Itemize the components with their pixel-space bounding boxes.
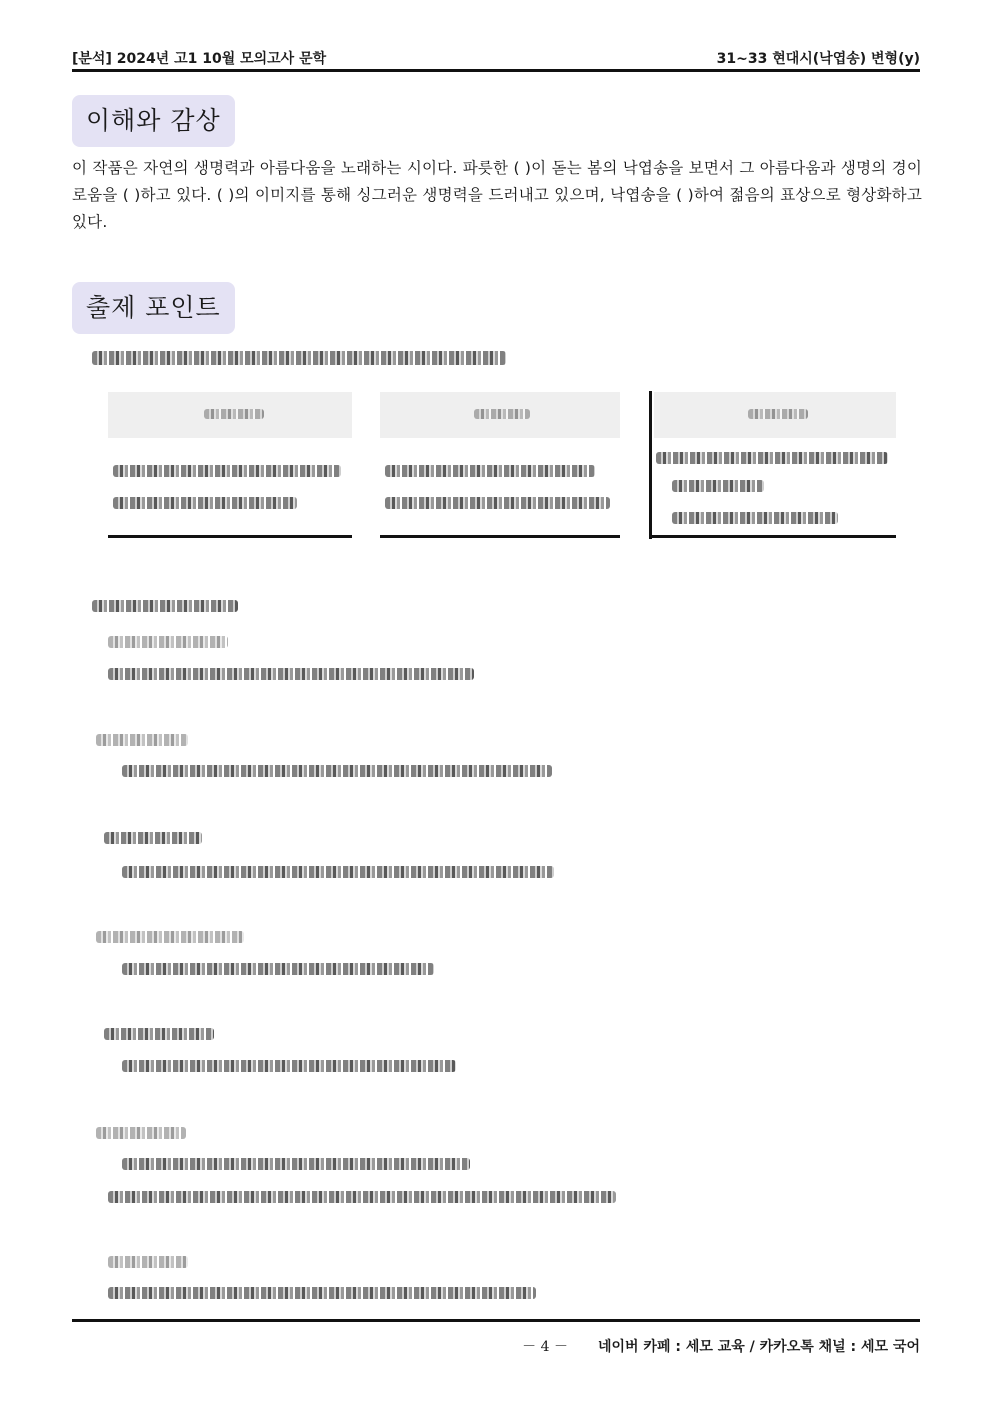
- blurred-item: [96, 931, 244, 943]
- page-number: － 4 －: [522, 1339, 568, 1355]
- blurred-card-line: [385, 465, 595, 477]
- appreciation-heading: 이해와 감상: [72, 95, 235, 147]
- blurred-subheading: [92, 600, 238, 612]
- blurred-item: [108, 1256, 188, 1268]
- blurred-item: [108, 1191, 616, 1203]
- footer-channels: 네이버 카페 : 세모 교육 / 카카오톡 채널 : 세모 국어: [597, 1339, 920, 1355]
- appreciation-text: 이 작품은 자연의 생명력과 아름다움을 노래하는 시이다. 파릇한 ( )이 돋는 봄의 낙엽송을 보면서 그 아름다움과 생명의 경이로움을 ( )하고 있다. ( )의 이미지를 통해 싱그러운 생명력을 드러내고 있으며, 낙엽송을 ( )하여 젊음의 표상으로 형상화하고 있다.: [72, 159, 922, 231]
- card-head-2: [380, 392, 620, 438]
- card-rule-2: [380, 535, 620, 538]
- card-head-1: [108, 392, 352, 438]
- blurred-card-title: [204, 409, 264, 419]
- blurred-card-title: [474, 409, 530, 419]
- blurred-item: [104, 832, 202, 844]
- header-right: 31~33 현대시(낙엽송) 변형(y): [716, 51, 920, 67]
- blurred-item: [96, 1127, 186, 1139]
- blurred-card-line: [113, 497, 297, 509]
- blurred-item: [122, 765, 552, 777]
- header-left: [분석] 2024년 고1 10월 모의고사 문학: [72, 51, 327, 67]
- blurred-item: [122, 866, 554, 878]
- card-rule-1: [108, 535, 352, 538]
- blurred-card-line: [672, 512, 838, 524]
- card-divider: [649, 391, 652, 539]
- points-heading: 출제 포인트: [72, 282, 235, 334]
- blurred-item: [122, 963, 434, 975]
- blurred-item: [108, 1287, 536, 1299]
- blurred-item: [96, 734, 188, 746]
- blurred-item: [122, 1158, 470, 1170]
- card-head-3: [654, 392, 896, 438]
- blurred-card-line: [113, 465, 341, 477]
- blurred-question: [92, 351, 506, 365]
- blurred-card-line: [672, 480, 764, 492]
- blurred-item: [122, 1060, 456, 1072]
- header-rule: [72, 69, 920, 72]
- card-rule-3: [649, 535, 896, 538]
- page-footer: [522, 1336, 920, 1356]
- blurred-item: [108, 668, 474, 680]
- blurred-item: [104, 1028, 214, 1040]
- blurred-card-line: [385, 497, 610, 509]
- footer-rule: [72, 1319, 920, 1322]
- blurred-card-line: [656, 452, 888, 464]
- blurred-item: [108, 636, 228, 648]
- blurred-card-title: [748, 409, 808, 419]
- page-header: [72, 44, 920, 68]
